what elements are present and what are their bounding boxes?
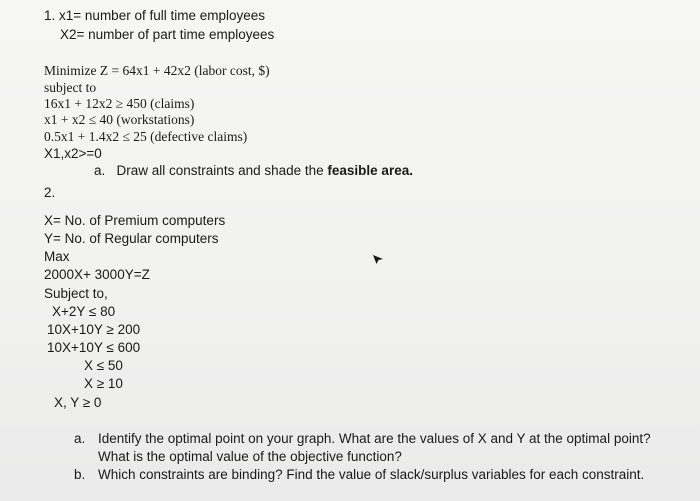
problem2-constraint-1: X+2Y ≤ 80 — [52, 304, 116, 319]
problem1-constraint-defective: 0.5x1 + 1.4x2 ≤ 25 (defective claims) — [44, 129, 248, 144]
mouse-pointer-icon — [371, 252, 385, 266]
problem1-subject-to: subject to — [44, 80, 97, 95]
problem1-number: 1. — [44, 8, 56, 23]
problem2-constraint-5: X ≥ 10 — [84, 376, 123, 391]
problem2-part-a-line1: Identify the optimal point on your graph. What are the values of X and Y at the optimal point? — [98, 431, 651, 446]
problem2-constraint-4: X ≤ 50 — [84, 358, 123, 373]
problem1-x1-definition: x1= number of full time employees — [59, 8, 266, 23]
problem2-part-b-label: b. — [74, 467, 86, 482]
problem2-constraint-3: 10X+10Y ≤ 600 — [47, 340, 141, 355]
problem2-y-definition: Y= No. of Regular computers — [44, 231, 219, 246]
problem2-part-a-line2: What is the optimal value of the objective function? — [98, 449, 402, 464]
problem1-x2-definition: X2= number of part time employees — [60, 27, 275, 42]
problem1-part-a — [94, 163, 413, 178]
problem2-nonnegativity: X, Y ≥ 0 — [54, 395, 102, 410]
problem2-part-a-label: a. — [74, 431, 86, 446]
problem1-part-a-bold: feasible area. — [327, 163, 413, 178]
problem2-heading: 2. — [44, 185, 56, 200]
problem2-x-definition: X= No. of Premium computers — [44, 213, 226, 228]
problem1-objective: Minimize Z = 64x1 + 42x2 (labor cost, $) — [44, 63, 270, 78]
problem2-objective: 2000X+ 3000Y=Z — [44, 267, 150, 282]
problem2-constraint-2: 10X+10Y ≥ 200 — [47, 322, 141, 337]
problem2-subject-to: Subject to, — [44, 286, 108, 301]
problem2-part-b-text: Which constraints are binding? Find the value of slack/surplus variables for each constraint. — [98, 467, 645, 482]
problem1-nonnegativity: X1,x2>=0 — [44, 146, 102, 161]
problem1-part-a-label: a. — [94, 163, 106, 178]
problem1-constraint-workstations: x1 + x2 ≤ 40 (workstations) — [44, 112, 195, 127]
problem1-heading-line — [44, 8, 265, 23]
problem1-part-a-text: Draw all constraints and shade the — [116, 163, 328, 178]
problem2-max: Max — [44, 249, 70, 264]
problem1-constraint-claims: 16x1 + 12x2 ≥ 450 (claims) — [44, 96, 195, 111]
